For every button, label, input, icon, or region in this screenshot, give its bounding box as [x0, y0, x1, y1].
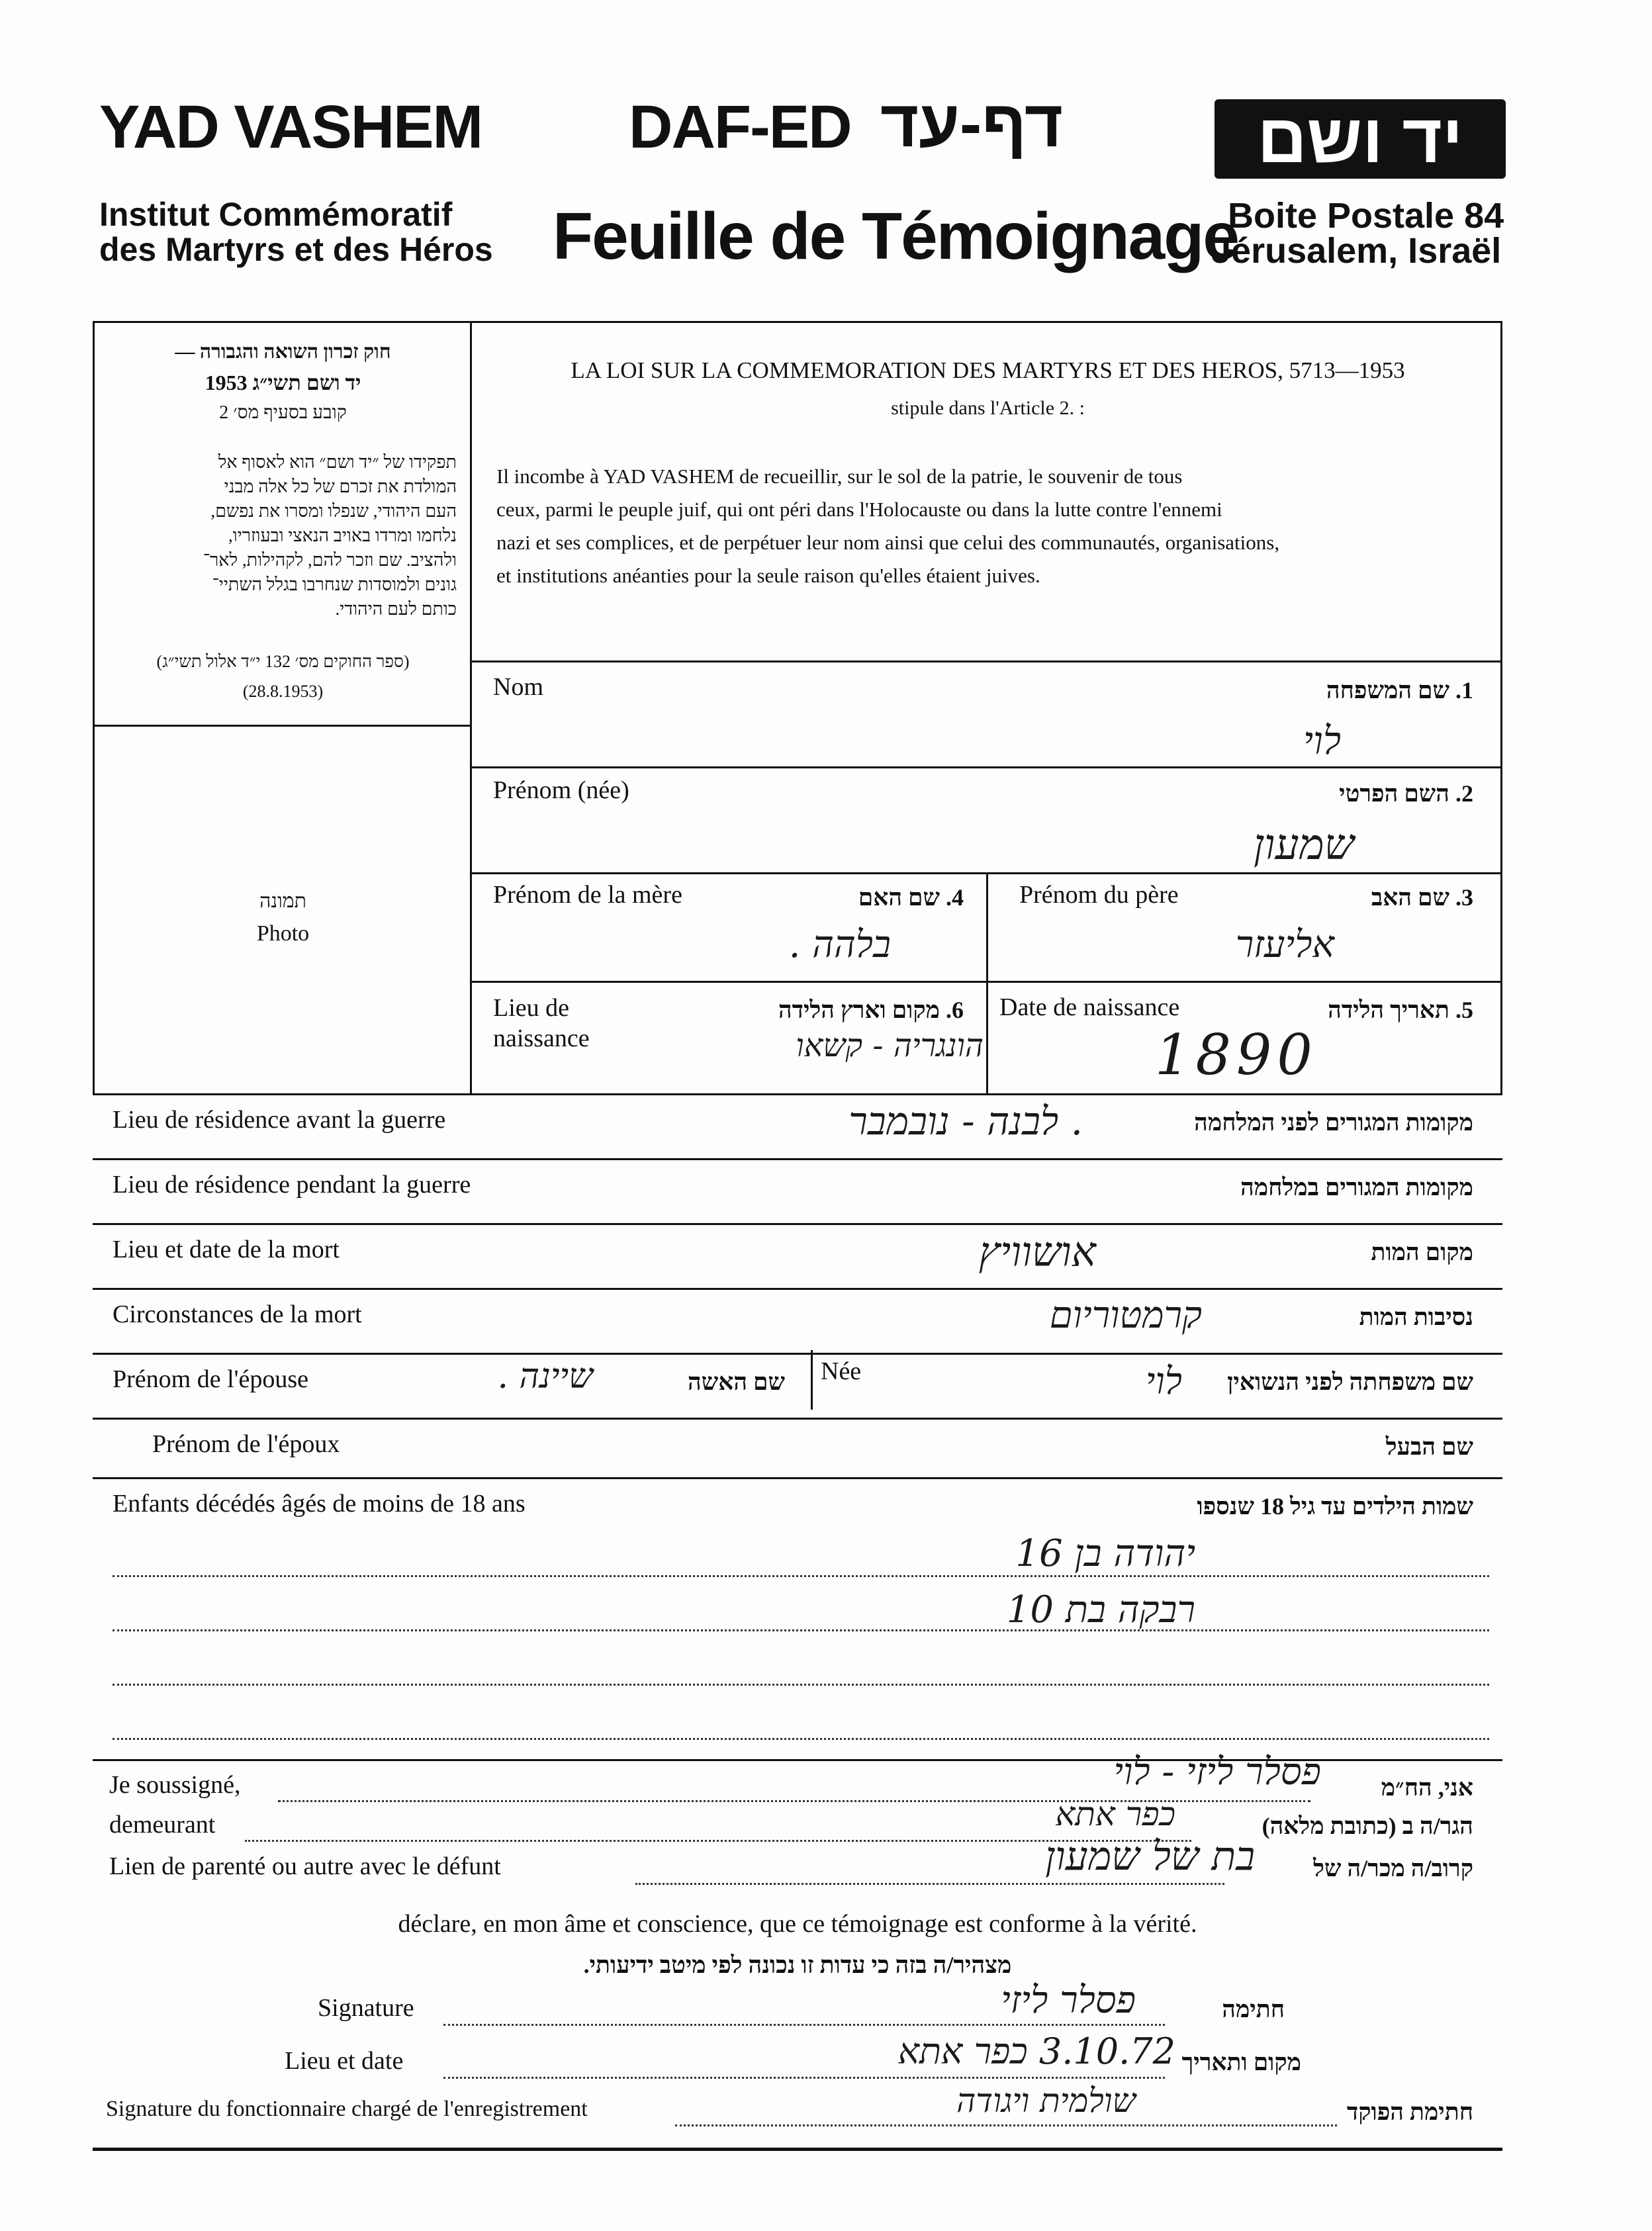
- nee-value[interactable]: לוי: [1145, 1360, 1182, 1403]
- circonstances-value[interactable]: קרמטוריום: [1049, 1294, 1202, 1337]
- enfants-line-3: [113, 1684, 1489, 1686]
- residence-avant-label-hebrew: מקומות המגורים לפני המלחמה: [1194, 1109, 1473, 1136]
- residence-avant-label: Lieu de résidence avant la guerre: [113, 1106, 446, 1134]
- law-article-hebrew: קובע בסעיף מס׳ 2: [219, 402, 347, 423]
- demeurant-value[interactable]: כפר אתא: [1055, 1795, 1175, 1833]
- institute-line-2: des Martyrs et des Héros: [99, 231, 493, 268]
- law-title-hebrew: חוק זכרון השואה והגבורה —: [175, 341, 391, 363]
- row-divider-res-pendant: [93, 1223, 1502, 1225]
- law-text-line: nazi et ses complices, et de perpétuer leur nom ainsi que celui des communautés, organisations,: [496, 531, 1280, 554]
- lieu-mort-label: Lieu et date de la mort: [113, 1236, 340, 1263]
- nom-label: Nom: [493, 673, 543, 701]
- date-naissance-value[interactable]: 1890: [1155, 1023, 1318, 1087]
- law-text-line: et institutions anéanties pour la seule raison qu'elles étaient juives.: [496, 564, 1040, 587]
- lieu-mort-value[interactable]: אושוויץ: [978, 1228, 1096, 1276]
- declaration-statement: déclare, en mon âme et conscience, que ce témoignage est conforme à la vérité.: [398, 1910, 1197, 1938]
- institute-line-1: Institut Commémoratif: [99, 196, 453, 233]
- declaration-statement-hebrew: מצהיר/ה בזה כי עדות זו נכונה לפי מיטב ידיעותי.: [583, 1952, 1012, 1978]
- fonctionnaire-label-hebrew: חתימת הפוקד: [1346, 2099, 1473, 2125]
- enfants-line-1: [113, 1575, 1489, 1577]
- prenom-pere-label: Prénom du père: [1019, 881, 1179, 909]
- soussigne-label: Je soussigné,: [109, 1771, 241, 1799]
- lieu-naissance-value[interactable]: הונגריה - קשאו: [796, 1027, 984, 1064]
- frame-top-border: [93, 321, 1502, 323]
- address-line-1: Boite Postale 84: [1228, 196, 1504, 236]
- signature-label-hebrew: חתימה: [1222, 1996, 1285, 2023]
- enfants-label-hebrew: שמות הילדים עד גיל 18 שנספו: [1197, 1493, 1473, 1520]
- law-text-line: ceux, parmi le peuple juif, qui ont péri dans l'Holocauste ou dans la lutte contre l'ennemi: [496, 498, 1222, 521]
- prenom-pere-value[interactable]: אליעזר: [1235, 923, 1334, 966]
- lieu-date-label-hebrew: מקום ותאריך: [1181, 2049, 1301, 2075]
- soussigne-value[interactable]: פסלר ליזי - לוי: [1113, 1751, 1321, 1794]
- epoux-label-hebrew: שם הבעל: [1385, 1434, 1473, 1460]
- form-bottom-border: [93, 2148, 1502, 2151]
- signature-line: [443, 2024, 1165, 2026]
- frame-left-border: [93, 321, 95, 1095]
- residence-avant-value[interactable]: . לבנה - נובמבר: [849, 1099, 1083, 1144]
- law-text-line: גונים ולמוסדות שנחרבו בגלל השתיי־: [212, 574, 457, 594]
- prenom-pere-label-hebrew: 3. שם האב: [1371, 884, 1473, 911]
- epouse-label-hebrew: שם האשה: [688, 1369, 785, 1395]
- date-naissance-label: Date de naissance: [999, 993, 1180, 1021]
- law-text-line: העם היהודי, שנפלו ומסרו את נפשם,: [210, 501, 457, 521]
- lien-label: Lien de parenté ou autre avec le défunt: [109, 1852, 501, 1880]
- law-name-hebrew: יד ושם תשי״ג 1953: [205, 371, 361, 394]
- law-text-line: המולדת את זכרם של כל אלה מבני: [224, 477, 457, 496]
- law-reference-hebrew: (ספר החוקים מס׳ 132 י״ד אלול תשי״ג): [156, 652, 410, 671]
- row-divider-lieu-mort: [93, 1288, 1502, 1290]
- law-text-line: נלחמו ומרדו באויב הנאצי ובעוזריו,: [228, 525, 457, 545]
- date-naissance-label-hebrew: 5. תאריך הלידה: [1328, 997, 1473, 1023]
- epouse-label: Prénom de l'épouse: [113, 1365, 309, 1393]
- parents-birth-divider: [986, 872, 988, 1094]
- law-text-line: כותם לעם היהודי.: [335, 599, 457, 619]
- nee-label-hebrew: שם משפחתה לפני הנשואין: [1227, 1369, 1473, 1395]
- frame-right-border: [1500, 321, 1502, 1095]
- residence-pendant-label: Lieu de résidence pendant la guerre: [113, 1171, 471, 1199]
- nom-value[interactable]: לוי: [1303, 718, 1341, 763]
- soussigne-label-hebrew: אני, הח״מ: [1381, 1774, 1473, 1801]
- lieu-mort-label-hebrew: מקום המות: [1371, 1239, 1473, 1265]
- law-subtitle-french: stipule dans l'Article 2. :: [891, 397, 1085, 419]
- row-divider-res-avant: [93, 1158, 1502, 1160]
- lieu-date-value[interactable]: 3.10.72 כפר אתא: [897, 2030, 1175, 2072]
- circonstances-label: Circonstances de la mort: [113, 1300, 362, 1328]
- upper-section-bottom: [93, 1093, 1502, 1095]
- lien-value[interactable]: בת של שמעון: [1045, 1833, 1255, 1880]
- law-box-bottom: [470, 660, 1502, 662]
- law-text-line: ולהציב. שם וזכר להם, לקהילות, לאר־: [203, 550, 457, 570]
- nom-label-hebrew: 1. שם המשפחה: [1326, 677, 1473, 704]
- lieu-naissance-label-hebrew: 6. מקום וארץ הלידה: [778, 997, 964, 1023]
- left-column-divider: [470, 321, 472, 1094]
- law-text-hebrew: [106, 450, 457, 621]
- daf-ed-hebrew-title: דף-עד: [880, 87, 1064, 161]
- photo-label-hebrew: תמונה: [259, 890, 306, 912]
- law-text-line: תפקידו של ״יד ושם״ הוא לאסוף אל: [218, 452, 457, 472]
- yad-vashem-logo: יד ושם: [1215, 99, 1506, 179]
- law-text-french: [496, 460, 1489, 592]
- epoux-label: Prénom de l'époux: [152, 1430, 340, 1458]
- law-title-french: LA LOI SUR LA COMMEMORATION DES MARTYRS ET DES HEROS, 5713—1953: [571, 357, 1405, 383]
- lieu-naissance-label: [493, 993, 590, 1054]
- law-date: (28.8.1953): [242, 682, 324, 701]
- demeurant-label: demeurant: [109, 1811, 216, 1839]
- enfant-2-value[interactable]: רבקה בת 10: [1006, 1588, 1195, 1631]
- form-title: Feuille de Témoignage: [553, 199, 1238, 273]
- lieu-naissance-label-line1: Lieu de: [493, 994, 570, 1022]
- prenom-value[interactable]: שמעון: [1253, 821, 1354, 870]
- epouse-value[interactable]: שיינה .: [497, 1357, 593, 1396]
- lieu-date-label: Lieu et date: [285, 2047, 404, 2075]
- nee-divider: [811, 1350, 813, 1410]
- prenom-label: Prénom (née): [493, 776, 629, 804]
- residence-pendant-label-hebrew: מקומות המגורים במלחמה: [1240, 1174, 1473, 1201]
- prenom-mere-label-hebrew: 4. שם האם: [858, 884, 964, 911]
- enfants-label: Enfants décédés âgés de moins de 18 ans: [113, 1490, 526, 1518]
- daf-ed-title: DAF-ED: [629, 93, 851, 161]
- photo-section-divider: [93, 725, 471, 727]
- lieu-date-line: [443, 2077, 1165, 2079]
- row-divider-epoux: [93, 1477, 1502, 1479]
- row-divider-1: [470, 766, 1502, 768]
- lien-line: [635, 1883, 1224, 1885]
- prenom-mere-label: Prénom de la mère: [493, 881, 682, 909]
- law-text-line: Il incombe à YAD VASHEM de recueillir, sur le sol de la patrie, le souvenir de tous: [496, 465, 1183, 488]
- nee-label: Née: [821, 1357, 862, 1385]
- row-divider-epouse: [93, 1418, 1502, 1420]
- signature-label: Signature: [318, 1994, 414, 2022]
- enfants-line-4: [113, 1738, 1489, 1740]
- address-line-2: Jérusalem, Israël: [1211, 231, 1502, 271]
- circonstances-label-hebrew: נסיבות המות: [1359, 1304, 1473, 1330]
- lien-label-hebrew: קרוב/ה מכר/ה של: [1313, 1855, 1473, 1882]
- fonctionnaire-value[interactable]: שולמית ויגודה: [956, 2081, 1136, 2120]
- prenom-mere-value[interactable]: בלהה .: [788, 923, 891, 966]
- fonctionnaire-label: Signature du fonctionnaire chargé de l'enregistrement: [106, 2097, 588, 2121]
- fonctionnaire-line: [675, 2124, 1337, 2126]
- lieu-naissance-label-line2: naissance: [493, 1024, 590, 1052]
- enfant-1-value[interactable]: יהודה בן 16: [1015, 1532, 1195, 1575]
- org-name: YAD VASHEM: [99, 93, 482, 161]
- prenom-label-hebrew: 2. השם הפרטי: [1339, 780, 1473, 807]
- row-divider-circonstances: [93, 1353, 1502, 1355]
- signature-value[interactable]: פסלר ליזי: [1001, 1979, 1136, 2022]
- enfants-line-2: [113, 1629, 1489, 1631]
- demeurant-label-hebrew: הגר/ה ב (כתובת מלאה): [1262, 1813, 1473, 1839]
- photo-label: Photo: [256, 921, 310, 946]
